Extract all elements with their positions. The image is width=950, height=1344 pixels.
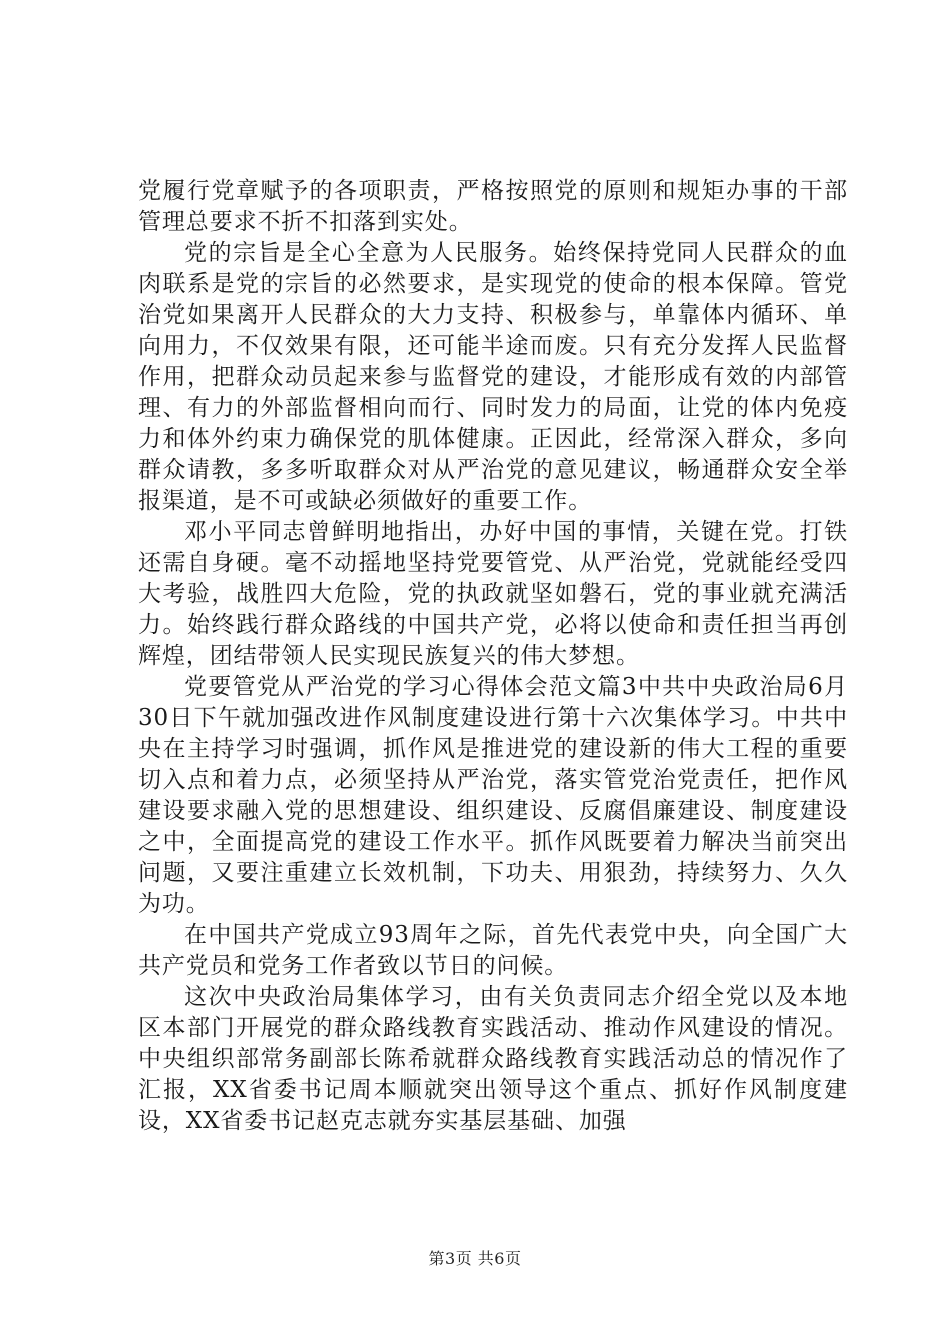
paragraph-5: 在中国共产党成立93周年之际，首先代表党中央，向全国广大共产党员和党务工作者致以节日的问候。: [138, 922, 848, 979]
paragraph-3: 邓小平同志曾鲜明地指出，办好中国的事情，关键在党。打铁还需自身硬。毫不动摇地坚持党要管党、从严治党，党就能经受四大考验，战胜四大危险，党的执政就坚如磐石，党的事业就充满活力。始终践行群众路线的中国共产党，必将以使命和责任担当再创辉煌，团结带领人民实现民族复兴的伟大梦想。: [138, 519, 848, 669]
paragraph-1: 党履行党章赋予的各项职责，严格按照党的原则和规矩办事的干部管理总要求不折不扣落到实处。: [138, 178, 848, 235]
paragraph-6: 这次中央政治局集体学习，由有关负责同志介绍全党以及本地区本部门开展党的群众路线教育实践活动、推动作风建设的情况。中央组织部常务副部长陈希就群众路线教育实践活动总的情况作了汇报，XX省委书记周本顺就突出领导这个重点、抓好作风制度建设，XX省委书记赵克志就夯实基层基础、加强: [138, 984, 848, 1134]
document-body: [138, 176, 848, 1137]
page-number-footer: 第3页 共6页: [428, 1249, 522, 1268]
paragraph-2: 党的宗旨是全心全意为人民服务。始终保持党同人民群众的血肉联系是党的宗旨的必然要求，是实现党的使命的根本保障。管党治党如果离开人民群众的大力支持、积极参与，单靠体内循环、单向用力，不仅效果有限，还可能半途而废。只有充分发挥人民监督作用，把群众动员起来参与监督党的建设，才能形成有效的内部管理、有力的外部监督相向而行、同时发力的局面，让党的体内免疫力和体外约束力确保党的肌体健康。正因此，经常深入群众，多向群众请教，多多听取群众对从严治党的意见建议，畅通群众安全举报渠道，是不可或缺必须做好的重要工作。: [138, 240, 848, 514]
paragraph-4: 党要管党从严治党的学习心得体会范文篇3中共中央政治局6月30日下午就加强改进作风制度建设进行第十六次集体学习。中共中央在主持学习时强调，抓作风是推进党的建设新的伟大工程的重要切入点和着力点，必须坚持从严治党，落实管党治党责任，把作风建设要求融入党的思想建设、组织建设、反腐倡廉建设、制度建设之中，全面提高党的建设工作水平。抓作风既要着力解决当前突出问题，又要注重建立长效机制，下功夫、用狠劲，持续努力、久久为功。: [138, 674, 848, 917]
